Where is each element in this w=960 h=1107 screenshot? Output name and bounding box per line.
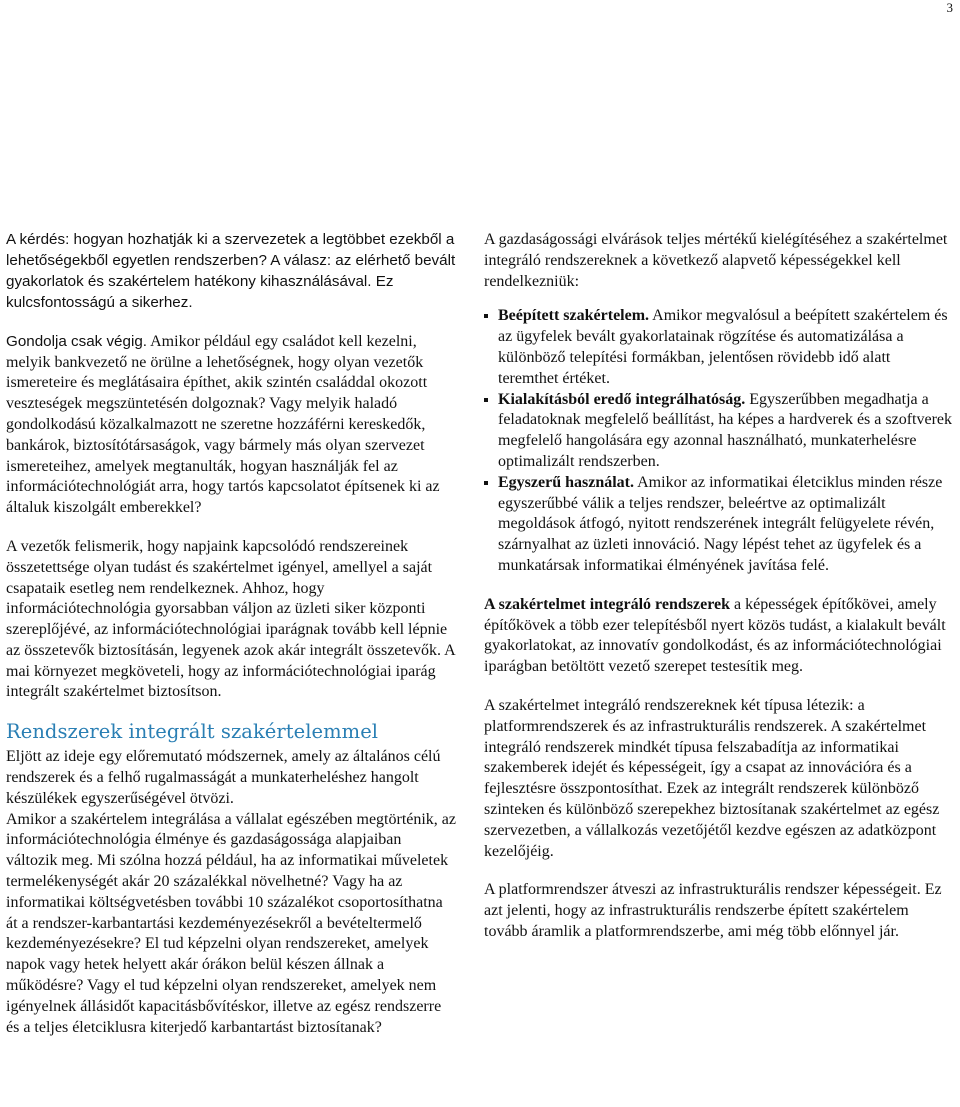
list-item — [484, 390, 954, 473]
list-item — [484, 473, 954, 577]
building-blocks-paragraph — [484, 595, 954, 678]
feature-title: Beépített szakértelem. — [498, 307, 650, 325]
integration-paragraph: Amikor a szakértelem integrálása a vállalat egészében megtörténik, az információtechnológia élménye és gazdaságossága alapjaiban változik meg. Mi szólna hozzá például, ha az informatikai műveletek termelékenységét akár 20 százalékkal növelhetné? Vagy ha az informatikai költségvetésben további 10 százalékot csoportosíthatna át a rendszer-karbantartási kezdeményezésekről a bevételtermelő kezdeményezésekre? El tud képzelni olyan rendszereket, amelyek napok vagy hetek helyett akár órákon belül készen állnak a működésre? Vagy el tud képzelni olyan rendszereket, amelyek nem igényelnek állásidőt kapacitásbővítéskor, illetve az egész rendszerre és a teljes életciklusra kiterjedő karbantartást biztosítanak? — [6, 810, 457, 1036]
leaders-paragraph: A vezetők felismerik, hogy napjaink kapcsolódó rendszereinek összetettsége olyan tudást és szakértelmet igényel, amellyel a saját csapataik esetleg nem rendelkeznek. Ahhoz, hogy információtechnológia gyorsabban váljon az üzleti siker központi szereplőjévé, az információtechnológiai iparágnak tovább kell lépnie az összetevők biztosításán, legyenek azok akár integrált összetevők. A mai környezet megköveteli, hogy az információtechnológiai iparág integrált szakértelmet biztosítson. — [6, 537, 455, 701]
example-text: Amikor például egy családot kell kezelni, melyik bankvezető ne örülne a lehetőségnek, hogy olyan vezetők ismereteire és meglátásaira építhet, akik szintén családdal okozott veszteségek megszüntetésén dolgoznak? Vagy melyik haladó gondolkodású közalkalmazott ne szeretne hozzáférni kereskedők, bankárok, biztosítótársaságok, vagy bármely más olyan szervezet ismereteihez, amelyek megtanulták, hogyan használják fel az információtechnológiát arra, hogy tartós kapcsolatot építsenek ki az általuk kiszolgált emberekkel? — [6, 332, 440, 517]
system-types-paragraph: A szakértelmet integráló rendszereknek két típusa létezik: a platformrendszerek és az infrastrukturális rendszerek. A szakértelmet integráló rendszerek mindkét típusa felszabadítja az informatikai szakemberek idejét és képességeit, így a csapat az innovációra és a fejlesztésre összpontosíthat. Ezek az integrált rendszerek különböző szinteken és különböző szerepekhez biztosítanak szakértelmet az egész szervezetben, a vállalkozás vezetőjétől kezdve egészen az adatközpont kezelőjéig. — [484, 696, 940, 860]
feature-title: Egyszerű használat. — [498, 473, 634, 491]
capabilities-list — [484, 306, 954, 576]
platform-paragraph: A platformrendszer átveszi az infrastrukturális rendszer képességeit. Ez azt jelenti, hogy az infrastrukturális rendszerbe épített szakértelem tovább áramlik a platformrendszerbe, ami még több előnnyel jár. — [484, 881, 942, 940]
right-column — [484, 230, 954, 943]
example-paragraph — [6, 332, 456, 519]
list-item — [484, 306, 954, 389]
feature-text: Amikor megvalósul a beépített szakértelem és az ügyfelek bevált gyakorlatainak rögzítése és automatizálása a különböző telepítési formákban, jelentősen rövidebb idő alatt teremthet értéket. — [498, 307, 948, 387]
building-blocks-lead: A szakértelmet integráló rendszerek — [484, 595, 731, 613]
feature-text: Egyszerűbben megadhatja a feladatoknak megfelelő beállítást, ha képes a hardverek és a szoftverek megfelelő hangolására egy azonnal használható, munkaterhelésre optimalizált rendszerben. — [498, 390, 953, 470]
square-bullet-icon — [484, 481, 488, 485]
feature-title: Kialakításból eredő integrálhatóság. — [498, 390, 746, 408]
square-bullet-icon — [484, 398, 488, 402]
gondolja-lead: Gondolja csak végig. — [6, 332, 147, 350]
building-blocks-text: a képességek építőkövei, amely építőkövek a több ezer telepítésből nyert közös tudást, a kialakult bevált gyakorlatokat, az innovatív gondolkodást, és az információtechnológiai iparágban betöltött vezető szerepet testesítik meg. — [484, 595, 946, 676]
page-number: 3 — [946, 0, 953, 15]
square-bullet-icon — [484, 314, 488, 318]
intro-paragraph: A kérdés: hogyan hozhatják ki a szervezetek a legtöbbet ezekből a lehetőségekből egyetlen rendszerben? A válasz: az elérhető bevált gyakorlatok és szakértelem hatékony kihasználásával. Ez kulcsfontosságú a sikerhez. — [6, 231, 456, 311]
section-heading: Rendszerek integrált szakértelemmel — [6, 720, 379, 744]
left-column — [6, 230, 456, 1038]
method-paragraph: Eljött az ideje egy előremutató módszernek, amely az általános célú rendszerek és a felhő rugalmasságát a munkaterheléshez hangolt készülékek egyszerűségével ötvözi. — [6, 748, 441, 807]
feature-text: Amikor az informatikai életciklus minden része egyszerűbbé válik a teljes rendszer, beleértve az optimalizált megoldások átfogó, nyitott rendszerének integrált felügyelete révén, szárnyalhat az üzleti innováció. Nagy lépést tehet az ügyfelek és a munkatársak informatikai élményének javítása felé. — [498, 473, 943, 574]
capabilities-intro: A gazdaságossági elvárások teljes mértékű kielégítéséhez a szakértelmet integráló rendszereknek a következő alapvető képességekkel kell rendelkezniük: — [484, 231, 948, 290]
